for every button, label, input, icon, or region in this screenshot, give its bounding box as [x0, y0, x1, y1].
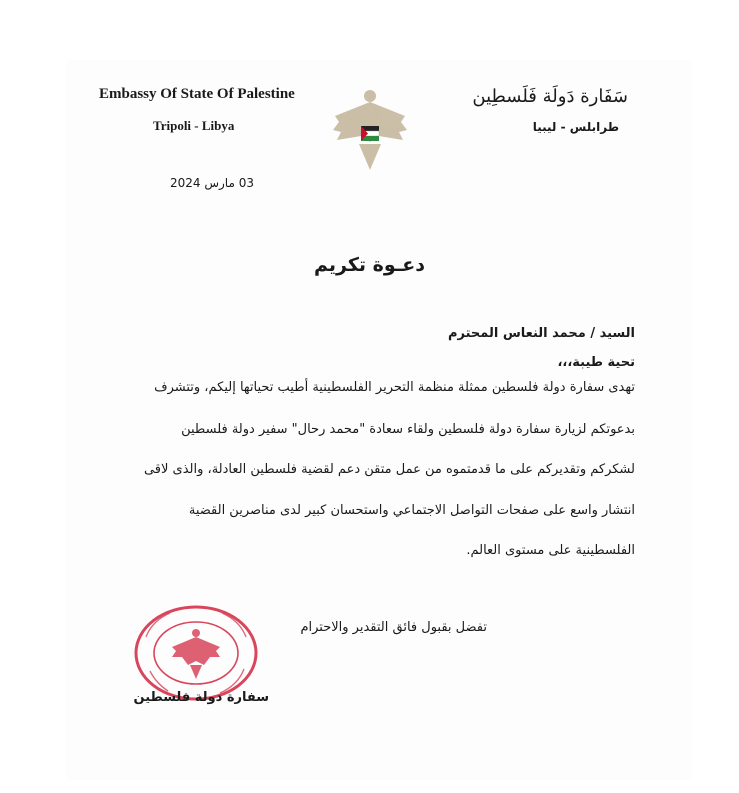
letterhead-arabic-city: طرابلس - ليبيا — [532, 120, 619, 134]
letter-date: 03 مارس 2024 — [170, 176, 254, 190]
eagle-emblem-icon — [331, 86, 409, 176]
body-line: لشكركم وتقديركم على ما قدمتموه من عمل متقن دعم لقضية فلسطين العادلة، والذى لاقى — [143, 462, 635, 477]
letterhead-english-name: Embassy Of State Of Palestine — [99, 86, 295, 102]
embassy-seal-stamp-icon — [132, 603, 260, 703]
signature-embassy: سفارة دولة فلسطين — [133, 690, 269, 705]
body-line: بدعوتكم لزيارة سفارة دولة فلسطين ولقاء سعادة "محمد رحال" سفير دولة فلسطين — [181, 422, 635, 437]
closing-line: تفضل بقبول فائق التقدير والاحترام — [300, 620, 487, 635]
body-line: انتشار واسع على صفحات التواصل الاجتماعي واستحسان كبير لدى مناصرين القضية — [188, 503, 635, 518]
letter-title: دعـوة تكريم — [313, 254, 425, 276]
greeting-line: تحية طيبة،،، — [557, 355, 635, 370]
body-line: تهدى سفارة دولة فلسطين ممثلة منظمة التحرير الفلسطينية أطيب تحياتها إليكم، وتتشرف — [154, 380, 635, 395]
addressee-line: السيد / محمد النعاس المحترم — [447, 326, 635, 341]
body-line: الفلسطينية على مستوى العالم. — [466, 543, 635, 558]
letterhead-arabic-name: سَفَارة دَولَة فَلَسطِين — [472, 86, 628, 107]
letterhead-english-city: Tripoli - Libya — [153, 118, 235, 133]
